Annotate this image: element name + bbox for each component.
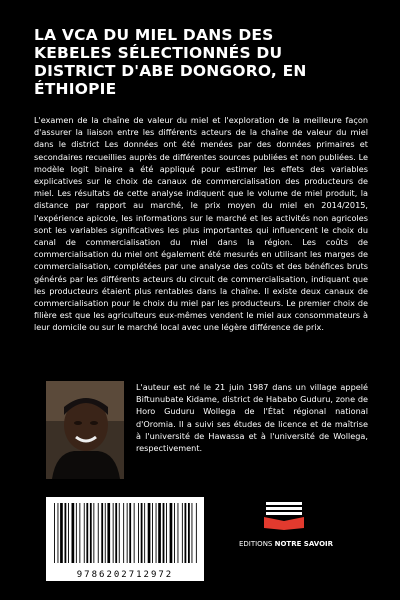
- title-line: DISTRICT D'ABE DONGORO, EN: [34, 62, 307, 80]
- publisher-name: [226, 540, 346, 548]
- publisher-logo-icon: [262, 500, 306, 530]
- book-abstract: L'examen de la chaîne de valeur du miel et l'exploration de la meilleure façon d'assurer la liaison entre les différents acteurs de la chaîne de valeur du miel dans le district Les données ont été menées par des données primaires et secondaires recueillies auprès de différentes sources publiées et non publiées. Le modèle logit binaire a été appliqué pour estimer les effets des variables explicatives sur le choix de canaux de commercialisation des producteurs de miel. Les résultats de cette analyse indiquent que le volume de miel produit, la distance par rapport au marché, le prix moyen du miel en 2014/2015, l'expérience apicole, les informations sur le marché et les activités non agricoles sont les variables significatives les plus importantes qui influencent le choix du canal de commercialisation du miel dans la région. Les coûts de commercialisation du miel ont également été mesurés en utilisant les marges de commercialisation, complétées par une analyse des coûts et des bénéfices bruts générés par les différents acteurs du circuit de commercialisation, indiquant que les producteurs étaient plus rentables dans la chaîne. Il existe deux canaux de commercialisation pour le choix du miel par les producteurs. Le premier choix de filière est que les agriculteurs eux-mêmes vendent le miel aux consommateurs à leur domicile ou sur le marché local avec une légère différence de prix.: [34, 115, 368, 333]
- title-line: KEBELES SÉLECTIONNÉS DU: [34, 44, 283, 62]
- publisher-brand: NOTRE SAVOIR: [274, 540, 334, 548]
- book-title: [34, 26, 374, 98]
- isbn-number: 9786202712972: [76, 570, 174, 580]
- title-line: ÉTHIOPIE: [34, 80, 117, 98]
- publisher-prefix: EDITIONS: [238, 540, 275, 548]
- author-bio: L'auteur est né le 21 juin 1987 dans un village appelé Biftunubate Kidame, district de Hababo Guduru, zone de Horo Guduru Wollega de l'État régional national d'Oromia. Il a suivi ses études de licence et de maîtrise à l'université de Hawassa et à l'université de Wollega, respectivement.: [136, 382, 368, 454]
- author-photo: [46, 381, 124, 479]
- barcode-bars: [46, 497, 204, 567]
- title-line: LA VCA DU MIEL DANS DES: [34, 26, 274, 44]
- isbn-barcode: [46, 497, 204, 581]
